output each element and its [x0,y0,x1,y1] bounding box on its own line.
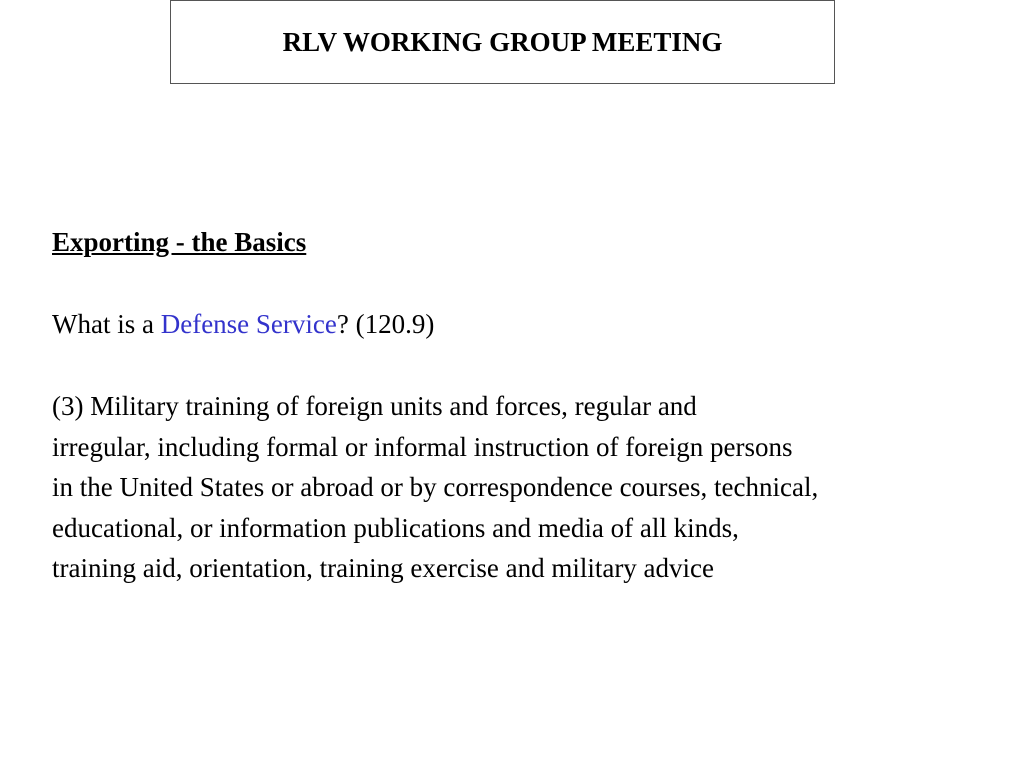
slide-title: RLV WORKING GROUP MEETING [282,26,723,57]
paragraph-line: educational, or information publications and media of all kinds, [52,512,739,543]
question-prefix: What is a [52,309,161,339]
slide-content [52,222,1012,589]
question-suffix: ? (120.9) [336,309,435,339]
paragraph-line: irregular, including formal or informal instruction of foreign persons [52,431,793,462]
title-box [170,0,835,84]
defense-service-link[interactable]: Defense Service [160,309,337,339]
section-heading: Exporting - the Basics [52,227,307,257]
question-line [52,304,1012,344]
paragraph-line: in the United States or abroad or by correspondence courses, technical, [52,472,819,502]
paragraph-line: (3) Military training of foreign units and forces, regular and [52,391,697,421]
paragraph-line: training aid, orientation, training exercise and military advice [52,553,715,583]
definition-paragraph [52,386,1012,589]
